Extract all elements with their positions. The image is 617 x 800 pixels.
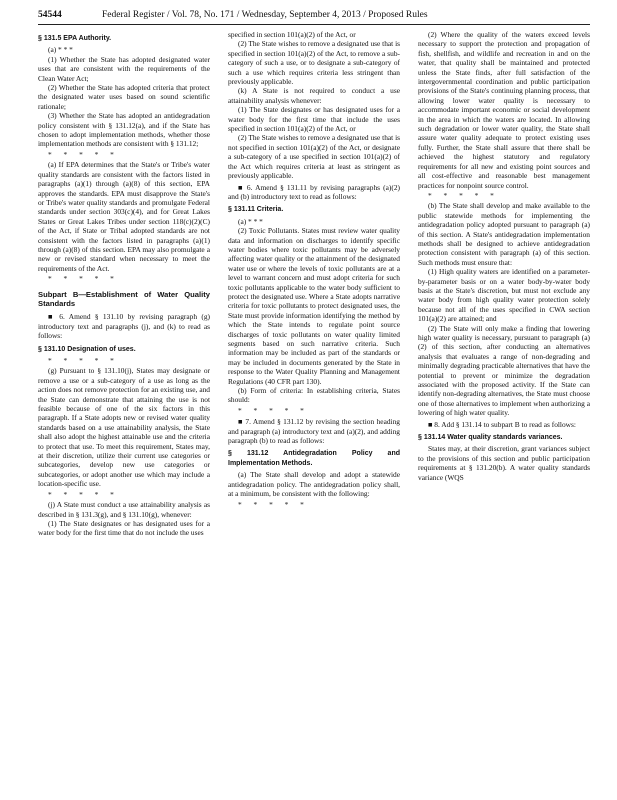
paragraph: (a) * * *: [48, 45, 73, 55]
subpart-heading: Subpart B—Establishment of Water Quality Standards: [38, 289, 210, 308]
paragraph: (2) Toxic Pollutants. States must review water quality data and information on discharges to identify specific water bodies where toxic pollutants may be adversely affecting water quality or the attainment of the designated water use or where the levels of toxic pollutants are at a level to warrant concern and must adopt criteria for such toxic pollutants applicable to the water body sufficient to protect the designated use. Where a State adopts narrative criteria for toxic pollutants to protect designated uses, the State must provide information identifying the method by which the State intends to regulate point source discharges of toxic pollutants on water quality limited segments based on such narrative criteria. Such information may be included as part of the standards or may be included in documents generated by the State in response to the Water Quality Planning and Management Regulations (40 CFR part 130).: [228, 226, 400, 386]
section-heading: § 131.5 EPA Authority.: [38, 35, 112, 42]
paragraph: (1) The State designates or has designated uses for a water body for the first time that do not include the uses: [38, 518, 210, 538]
paragraph: (2) The State wishes to remove a designated use that is not specified in section 101(a)(2) of the Act, or designate a sub-category of a use specified in section 101(a)(2) of the Act which requires criteria at least as stringent as previously applicable.: [228, 133, 400, 181]
paragraph: (b) The State shall develop and make available to the public statewide methods for implementing the antidegradation policy adopted pursuant to paragraph (a) of this section. A State's antidegradation implementation methods shall be designed to achieve antidegradation protection consistent with paragraph (a) of this section. Such methods must ensure that:: [418, 201, 590, 267]
paragraph: (a) * * *: [238, 216, 263, 226]
amendment-instruction: ■ 6. Amend § 131.11 by revising paragraphs (a)(2) and (b) introductory text to read as follows:: [228, 182, 400, 201]
paragraph: (2) Whether the State has adopted criteria that protect the designated water uses based on sound scientific rationale;: [38, 83, 210, 111]
page-header: [38, 10, 590, 30]
amendment-instruction: ■ 6. Amend § 131.10 by revising paragraph (g) introductory text and paragraphs (j), and (k) to read as follows:: [38, 312, 210, 341]
paragraph: specified in section 101(a)(2) of the Act, or: [228, 30, 356, 39]
amendment-instruction: ■ 7. Amend § 131.12 by revising the section heading and paragraph (a) introductory text and (a)(2), and adding paragraph (b) to read as follows:: [228, 417, 400, 446]
column-1: [38, 30, 210, 790]
paragraph: (1) Whether the State has adopted designated water uses that are consistent with the requirements of the Clean Water Act;: [38, 54, 210, 83]
section-heading: § 131.10 Designation of uses.: [38, 345, 136, 353]
paragraph: (1) The State designates or has designated uses for a water body for the first time that include the uses specified in section 101(a)(2) of the Act, or: [228, 105, 400, 134]
ellipsis-stars: * * * * *: [238, 499, 309, 509]
ellipsis-stars: * * * * *: [48, 489, 119, 499]
ellipsis-stars: * * * * *: [48, 274, 119, 284]
ellipsis-stars: * * * * *: [238, 405, 309, 415]
paragraph: (2) The State wishes to remove a designated use that is specified in section 101(a)(2) of the Act, to remove a sub-category of such a use, or to designate a sub-category of such a use which requires criteria less stringent than previously applicable.: [228, 39, 400, 87]
section-heading: § 131.11 Criteria.: [228, 206, 284, 214]
paragraph: States may, at their discretion, grant variances subject to the provisions of this section and public participation requirements at § 131.20(b). A water quality standards variance (WQS: [418, 444, 590, 482]
ellipsis-stars: * * * * *: [48, 149, 119, 159]
paragraph: (a) If EPA determines that the State's or Tribe's water quality standards are consistent with the factors listed in paragraphs (a)(1) through (a)(8) of this section, EPA approves the standards. EPA must disapprove the State's or Tribe's water quality standards and promulgate Federal standards under section 303(c)(4), and for Great Lakes States or Great Lakes Tribes under section 118(c)(2)(C) of the Act, if State or Tribal adopted standards are not consistent with the factors listed in paragraphs (a)(1) through (a)(8) of this section. EPA may also promulgate a new or revised standard when necessary to meet the requirements of the Act.: [38, 160, 210, 273]
paragraph: (g) Pursuant to § 131.10(j), States may designate or remove a use or a sub-category of a use as long as the action does not remove protection for an existing use, and the State can demonstrate that attaining the use is not feasible because of one of the six factors in this paragraph. If a State adopts new or revised water quality standards based on a use attainability analysis, the State shall also adopt the highest attainable use and the criteria to protect that use. To meet this requirement, States may, at their discretion, utilize their current use categories or subcategories, develop new use categories or subcategories, or adopt another use which may include a location-specific use.: [38, 366, 210, 489]
paragraph: (b) Form of criteria: In establishing criteria, States should:: [228, 386, 400, 405]
amendment-instruction: ■ 8. Add § 131.14 to subpart B to read as follows:: [428, 419, 576, 429]
section-heading: § 131.12 Antidegradation Policy and Implementation Methods.: [228, 450, 400, 467]
header-rule: [38, 24, 590, 25]
page-number: 54544: [38, 10, 62, 20]
paragraph: (1) High quality waters are identified on a parameter-by-parameter basis or on a water body-by-water body basis at the State's discretion, but must not exclude any water body from high quality water protection solely because not all of the uses specified in CWA section 101(a)(2) are attained; and: [418, 267, 590, 324]
paragraph: (j) A State must conduct a use attainability analysis as described in § 131.3(g), and § 131.10(g), whenever:: [38, 500, 210, 519]
paragraph: (a) The State shall develop and adopt a statewide antidegradation policy. The antidegradation policy shall, at a minimum, be consistent with the following:: [228, 470, 400, 499]
publication-line: Federal Register / Vol. 78, No. 171 / Wednesday, September 4, 2013 / Proposed Rules: [102, 10, 428, 20]
section-heading: § 131.14 Water quality standards variances.: [418, 434, 563, 442]
paragraph: (2) Where the quality of the waters exceed levels necessary to support the protection and propagation of fish, shellfish, and wildlife and recreation in and on the water, that quality shall be maintained and protected unless the State finds, after full satisfaction of the intergovernmental coordination and public participation provisions of the State's continuing planning process, that allowing lower water quality is necessary to accommodate important economic or social development in the area in which the waters are located. In allowing such degradation or lower water quality, the State shall assure water quality adequate to protect existing uses fully. Further, the State shall assure that there shall be achieved the highest statutory and regulatory requirements for all new and existing point sources and all cost-effective and reasonable best management practices for nonpoint source control.: [418, 30, 590, 190]
paragraph: (3) Whether the State has adopted an antidegradation policy consistent with § 131.12(a), and if the State has chosen to adopt implementation methods, whether those implementation methods are consistent with § 131.12;: [38, 111, 210, 149]
column-2: [228, 30, 400, 790]
column-3: [418, 30, 590, 790]
paragraph: (2) The State will only make a finding that lowering high water quality is necessary, pursuant to paragraph (a)(2) of this section, after conducting an alternatives analysis that evaluates a range of non-degrading and minimally degrading practicable alternatives that have the potential to prevent or minimize the degradation associated with the proposed activity. If the State can identify non-degrading alternatives, the State must choose one of those alternatives to implement when authorizing a lowering of high water quality.: [418, 323, 590, 418]
paragraph: (k) A State is not required to conduct a use attainability analysis whenever:: [228, 86, 400, 105]
ellipsis-stars: * * * * *: [48, 356, 119, 365]
ellipsis-stars: * * * * *: [428, 190, 499, 200]
